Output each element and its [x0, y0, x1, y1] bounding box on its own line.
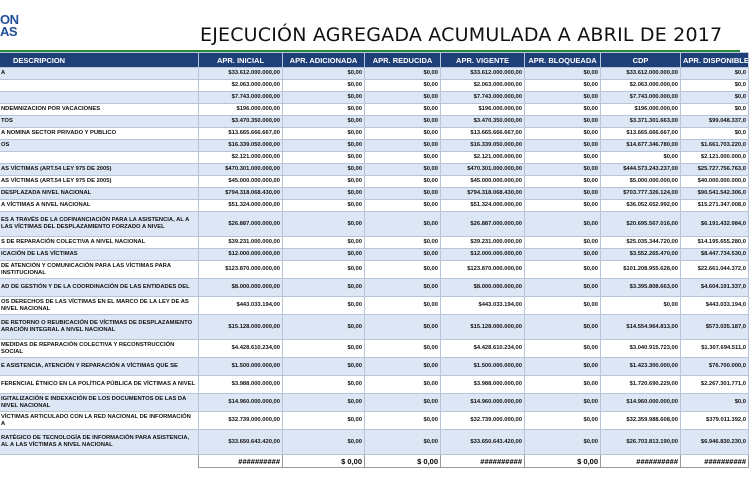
cell-apr-inicial: $14.960.000.000,00: [199, 394, 283, 412]
cell-descripcion: [0, 92, 199, 104]
cell-apr-inicial: $3.988.000.000,00: [199, 376, 283, 394]
cell-apr-vigente: $794.318.068.430,00: [441, 188, 525, 200]
header-cdp: CDP: [601, 53, 681, 68]
cell-apr-adicionada: $0,00: [283, 164, 365, 176]
cell-cdp: $1.423.300.000,00: [601, 358, 681, 376]
cell-descripcion: [0, 80, 199, 92]
cell-apr-disponible: $1.661.703.220,0: [681, 140, 749, 152]
logo-line-1: ON: [0, 12, 19, 27]
cell-descripcion: A VÍCTIMAS A NIVEL NACIONAL: [0, 200, 199, 212]
cell-descripcion: [0, 152, 199, 164]
cell-apr-inicial: $45.000.000.000,00: [199, 176, 283, 188]
cell-descripcion: AS VÍCTIMAS (ART.54 LEY 975 DE 2005): [0, 176, 199, 188]
cell-descripcion: MEDIDAS DE REPARACIÓN COLECTIVA Y RECONSTRUCCIÓN SOCIAL: [0, 340, 199, 358]
cell-apr-reducida: $0,00: [365, 249, 441, 261]
cell-apr-bloqueada: $0,00: [525, 104, 601, 116]
cell-apr-bloqueada: $0,00: [525, 315, 601, 340]
table-row: [0, 92, 749, 104]
cell-apr-vigente: $26.887.000.000,00: [441, 212, 525, 237]
table-row: [0, 394, 749, 412]
cell-apr-adicionada: $0,00: [283, 376, 365, 394]
cell-cdp: $33.612.000.000,00: [601, 68, 681, 80]
cell-apr-adicionada: $0,00: [283, 279, 365, 297]
cell-apr-reducida: $0,00: [365, 152, 441, 164]
cell-apr-bloqueada: $0,00: [525, 249, 601, 261]
table-row: [0, 68, 749, 80]
page-title: EJECUCIÓN AGREGADA ACUMULADA A ABRIL DE 2017: [200, 24, 723, 46]
table-header-row: [0, 53, 749, 68]
logo-line-2: AS: [0, 24, 18, 39]
cell-apr-adicionada: $0,00: [283, 188, 365, 200]
cell-apr-inicial: $7.743.000.000,00: [199, 92, 283, 104]
totals-row: [0, 455, 749, 468]
cell-cdp: $20.695.567.016,00: [601, 212, 681, 237]
cell-apr-disponible: $443.033.194,0: [681, 297, 749, 315]
total-apr-inicial: ##########: [199, 455, 283, 468]
cell-apr-reducida: $0,00: [365, 430, 441, 455]
cell-apr-inicial: $2.121.000.000,00: [199, 152, 283, 164]
cell-apr-inicial: $26.887.000.000,00: [199, 212, 283, 237]
total-apr-adicionada: $ 0,00: [283, 455, 365, 468]
cell-descripcion: DESPLAZADA NIVEL NACIONAL: [0, 188, 199, 200]
cell-descripcion: NDEMNIZACION POR VACACIONES: [0, 104, 199, 116]
cell-apr-bloqueada: $0,00: [525, 340, 601, 358]
cell-cdp: $3.371.301.663,00: [601, 116, 681, 128]
cell-apr-inicial: $51.324.000.000,00: [199, 200, 283, 212]
cell-cdp: $14.554.964.813,00: [601, 315, 681, 340]
cell-apr-vigente: $1.500.000.000,00: [441, 358, 525, 376]
cell-apr-disponible: $4.604.191.337,0: [681, 279, 749, 297]
table-row: [0, 188, 749, 200]
cell-apr-reducida: $0,00: [365, 188, 441, 200]
cell-apr-vigente: $2.121.000.000,00: [441, 152, 525, 164]
cell-apr-adicionada: $0,00: [283, 116, 365, 128]
cell-apr-bloqueada: $0,00: [525, 412, 601, 430]
cell-apr-reducida: $0,00: [365, 140, 441, 152]
cell-apr-disponible: $379.011.392,0: [681, 412, 749, 430]
cell-cdp: $32.359.988.608,00: [601, 412, 681, 430]
cell-descripcion: DE ATENCIÓN Y COMUNICACIÓN PARA LAS VÍCTIMAS PARA INSTITUCIONAL: [0, 261, 199, 279]
cell-apr-disponible: $6.946.830.230,0: [681, 430, 749, 455]
cell-apr-adicionada: $0,00: [283, 212, 365, 237]
cell-cdp: $25.035.344.720,00: [601, 237, 681, 249]
cell-apr-inicial: $15.128.000.000,00: [199, 315, 283, 340]
header-apr-adicionada: APR. ADICIONADA: [283, 53, 365, 68]
cell-descripcion: RATÉGICO DE TECNOLOGÍA DE INFORMACIÓN PARA ASISTENCIA, AL A LAS VÍCTIMAS A NIVEL NACIONAL: [0, 430, 199, 455]
cell-apr-adicionada: $0,00: [283, 92, 365, 104]
cell-cdp: $3.040.915.723,00: [601, 340, 681, 358]
cell-apr-disponible: $22.661.044.372,0: [681, 261, 749, 279]
cell-descripcion: DE RETORNO O REUBICACIÓN DE VÍCTIMAS DE DESPLAZAMIENTO ARACIÓN INTEGRAL A NIVEL NACIONAL: [0, 315, 199, 340]
cell-apr-inicial: $196.000.000,00: [199, 104, 283, 116]
cell-apr-adicionada: $0,00: [283, 80, 365, 92]
cell-descripcion: OS: [0, 140, 199, 152]
table-row: [0, 376, 749, 394]
cell-apr-reducida: $0,00: [365, 200, 441, 212]
cell-descripcion: TOS: [0, 116, 199, 128]
cell-apr-bloqueada: $0,00: [525, 152, 601, 164]
cell-apr-reducida: $0,00: [365, 412, 441, 430]
cell-descripcion: VÍCTIMAS ARTICULADO CON LA RED NACIONAL DE INFORMACIÓN A: [0, 412, 199, 430]
header-apr-bloqueada: APR. BLOQUEADA: [525, 53, 601, 68]
cell-apr-inicial: $39.231.000.000,00: [199, 237, 283, 249]
cell-cdp: $444.573.243.237,00: [601, 164, 681, 176]
cell-apr-inicial: $13.665.666.667,00: [199, 128, 283, 140]
cell-apr-bloqueada: $0,00: [525, 92, 601, 104]
cell-apr-vigente: $3.470.350.000,00: [441, 116, 525, 128]
table-row: [0, 80, 749, 92]
cell-cdp: $196.000.000,00: [601, 104, 681, 116]
cell-apr-inicial: $32.739.000.000,00: [199, 412, 283, 430]
cell-apr-vigente: $39.231.000.000,00: [441, 237, 525, 249]
cell-apr-reducida: $0,00: [365, 315, 441, 340]
cell-apr-disponible: $0,0: [681, 104, 749, 116]
cell-apr-disponible: $573.035.187,0: [681, 315, 749, 340]
cell-apr-bloqueada: $0,00: [525, 376, 601, 394]
header-apr-reducida: APR. REDUCIDA: [365, 53, 441, 68]
header-descripcion: DESCRIPCION: [0, 53, 199, 68]
cell-apr-disponible: $8.447.734.530,0: [681, 249, 749, 261]
cell-descripcion: ES A TRAVÉS DE LA COFINANCIACIÓN PARA LA ASISTENCIA, AL A LAS VÍCTIMAS DEL DESPLAZAMIENTO FORZADO A NIVEL: [0, 212, 199, 237]
cell-apr-adicionada: $0,00: [283, 249, 365, 261]
table-row: [0, 116, 749, 128]
table-row: [0, 237, 749, 249]
cell-apr-reducida: $0,00: [365, 164, 441, 176]
cell-apr-adicionada: $0,00: [283, 340, 365, 358]
cell-apr-adicionada: $0,00: [283, 394, 365, 412]
cell-apr-vigente: $470.301.000.000,00: [441, 164, 525, 176]
cell-apr-inicial: $12.000.000.000,00: [199, 249, 283, 261]
cell-apr-vigente: $123.870.000.000,00: [441, 261, 525, 279]
cell-cdp: $0,00: [601, 297, 681, 315]
cell-cdp: $3.552.265.470,00: [601, 249, 681, 261]
logo: [0, 14, 26, 38]
cell-apr-adicionada: $0,00: [283, 315, 365, 340]
cell-descripcion: A: [0, 68, 199, 80]
table-row: [0, 176, 749, 188]
cell-apr-reducida: $0,00: [365, 212, 441, 237]
cell-apr-disponible: $0,0: [681, 128, 749, 140]
cell-apr-vigente: $32.739.000.000,00: [441, 412, 525, 430]
cell-apr-disponible: $14.195.655.280,0: [681, 237, 749, 249]
cell-apr-adicionada: $0,00: [283, 176, 365, 188]
cell-descripcion: AS VÍCTIMAS (ART.54 LEY 975 DE 2005): [0, 164, 199, 176]
cell-apr-vigente: $4.428.610.234,00: [441, 340, 525, 358]
cell-apr-inicial: $2.063.000.000,00: [199, 80, 283, 92]
cell-apr-bloqueada: $0,00: [525, 430, 601, 455]
cell-apr-bloqueada: $0,00: [525, 394, 601, 412]
table-row: [0, 128, 749, 140]
table-row: [0, 412, 749, 430]
cell-apr-adicionada: $0,00: [283, 128, 365, 140]
cell-apr-disponible: $40.000.000.000,0: [681, 176, 749, 188]
cell-apr-vigente: $33.650.643.420,00: [441, 430, 525, 455]
cell-apr-vigente: $3.988.000.000,00: [441, 376, 525, 394]
table-row: [0, 249, 749, 261]
cell-apr-vigente: $8.000.000.000,00: [441, 279, 525, 297]
cell-cdp: $1.720.690.229,00: [601, 376, 681, 394]
cell-apr-disponible: $2.267.301.771,0: [681, 376, 749, 394]
cell-apr-inicial: $33.612.000.000,00: [199, 68, 283, 80]
cell-apr-adicionada: $0,00: [283, 297, 365, 315]
cell-cdp: $5.000.000.000,00: [601, 176, 681, 188]
cell-apr-inicial: $4.428.610.234,00: [199, 340, 283, 358]
cell-apr-reducida: $0,00: [365, 80, 441, 92]
cell-cdp: $0,00: [601, 152, 681, 164]
cell-apr-reducida: $0,00: [365, 358, 441, 376]
cell-apr-adicionada: $0,00: [283, 68, 365, 80]
budget-table: [0, 52, 749, 468]
cell-apr-bloqueada: $0,00: [525, 68, 601, 80]
cell-apr-disponible: $76.700.000,0: [681, 358, 749, 376]
cell-apr-disponible: $25.727.756.763,0: [681, 164, 749, 176]
cell-apr-vigente: $51.324.000.000,00: [441, 200, 525, 212]
cell-apr-inicial: $3.470.350.000,00: [199, 116, 283, 128]
cell-apr-disponible: $0,0: [681, 68, 749, 80]
cell-apr-vigente: $33.612.000.000,00: [441, 68, 525, 80]
table-row: [0, 261, 749, 279]
cell-apr-vigente: $196.000.000,00: [441, 104, 525, 116]
cell-apr-disponible: $15.271.347.008,0: [681, 200, 749, 212]
cell-apr-inicial: $123.870.000.000,00: [199, 261, 283, 279]
cell-apr-reducida: $0,00: [365, 176, 441, 188]
cell-descripcion: E ASISTENCIA, ATENCIÓN Y REPARACIÓN A VÍCTIMAS QUE SE: [0, 358, 199, 376]
cell-apr-reducida: $0,00: [365, 92, 441, 104]
cell-apr-inicial: $1.500.000.000,00: [199, 358, 283, 376]
table-row: [0, 164, 749, 176]
cell-descripcion: S DE REPARACIÓN COLECTIVA A NIVEL NACIONAL: [0, 237, 199, 249]
cell-apr-vigente: $13.665.666.667,00: [441, 128, 525, 140]
cell-descripcion: AD DE GESTIÓN Y DE LA COORDINACIÓN DE LAS ENTIDADES DEL: [0, 279, 199, 297]
cell-apr-adicionada: $0,00: [283, 261, 365, 279]
cell-apr-adicionada: $0,00: [283, 237, 365, 249]
cell-apr-bloqueada: $0,00: [525, 279, 601, 297]
cell-apr-disponible: $1.307.694.511,0: [681, 340, 749, 358]
table-row: [0, 315, 749, 340]
cell-apr-disponible: $99.048.337,0: [681, 116, 749, 128]
table-row: [0, 297, 749, 315]
cell-apr-disponible: $2.121.000.000,0: [681, 152, 749, 164]
cell-cdp: $101.208.955.628,00: [601, 261, 681, 279]
cell-apr-vigente: $2.063.000.000,00: [441, 80, 525, 92]
cell-apr-reducida: $0,00: [365, 376, 441, 394]
cell-apr-inicial: $443.033.194,00: [199, 297, 283, 315]
cell-apr-bloqueada: $0,00: [525, 212, 601, 237]
table-row: [0, 200, 749, 212]
total-apr-reducida: $ 0,00: [365, 455, 441, 468]
cell-apr-adicionada: $0,00: [283, 104, 365, 116]
cell-cdp: $703.777.326.124,00: [601, 188, 681, 200]
cell-apr-disponible: $0,0: [681, 80, 749, 92]
cell-cdp: $13.665.666.667,00: [601, 128, 681, 140]
cell-cdp: $14.960.000.000,00: [601, 394, 681, 412]
cell-apr-vigente: $12.000.000.000,00: [441, 249, 525, 261]
table-row: [0, 279, 749, 297]
cell-cdp: $2.063.000.000,00: [601, 80, 681, 92]
cell-apr-vigente: $7.743.000.000,00: [441, 92, 525, 104]
table-row: [0, 358, 749, 376]
cell-apr-inicial: $794.318.068.430,00: [199, 188, 283, 200]
cell-apr-bloqueada: $0,00: [525, 80, 601, 92]
cell-cdp: $7.743.000.000,00: [601, 92, 681, 104]
total-apr-disponible: ##########: [681, 455, 749, 468]
cell-apr-vigente: $45.000.000.000,00: [441, 176, 525, 188]
cell-descripcion: FERENCIAL ÉTNICO EN LA POLÍTICA PÚBLICA DE VÍCTIMAS A NIVEL: [0, 376, 199, 394]
cell-apr-vigente: $443.033.194,00: [441, 297, 525, 315]
cell-apr-bloqueada: $0,00: [525, 128, 601, 140]
cell-apr-disponible: $0,0: [681, 92, 749, 104]
header-apr-vigente: APR. VIGENTE: [441, 53, 525, 68]
cell-apr-reducida: $0,00: [365, 116, 441, 128]
total-cdp: ##########: [601, 455, 681, 468]
cell-apr-vigente: $15.128.000.000,00: [441, 315, 525, 340]
cell-apr-bloqueada: $0,00: [525, 116, 601, 128]
table-row: [0, 140, 749, 152]
total-apr-bloqueada: $ 0,00: [525, 455, 601, 468]
cell-apr-reducida: $0,00: [365, 68, 441, 80]
cell-apr-bloqueada: $0,00: [525, 140, 601, 152]
cell-descripcion: A NOMINA SECTOR PRIVADO Y PUBLICO: [0, 128, 199, 140]
cell-apr-bloqueada: $0,00: [525, 200, 601, 212]
cell-apr-reducida: $0,00: [365, 279, 441, 297]
cell-cdp: $3.395.808.663,00: [601, 279, 681, 297]
cell-apr-adicionada: $0,00: [283, 200, 365, 212]
cell-cdp: $14.677.346.780,00: [601, 140, 681, 152]
cell-apr-reducida: $0,00: [365, 237, 441, 249]
cell-apr-reducida: $0,00: [365, 297, 441, 315]
cell-apr-bloqueada: $0,00: [525, 261, 601, 279]
cell-apr-inicial: $470.301.000.000,00: [199, 164, 283, 176]
cell-apr-reducida: $0,00: [365, 128, 441, 140]
cell-descripcion: OS DERECHOS DE LAS VÍCTIMAS EN EL MARCO DE LA LEY DE AS NIVEL NACIONAL: [0, 297, 199, 315]
table-row: [0, 152, 749, 164]
cell-apr-bloqueada: $0,00: [525, 358, 601, 376]
header-apr-disponible: APR. DISPONIBLE: [681, 53, 749, 68]
cell-apr-vigente: $16.339.050.000,00: [441, 140, 525, 152]
cell-apr-adicionada: $0,00: [283, 412, 365, 430]
table-row: [0, 104, 749, 116]
table-row: [0, 340, 749, 358]
cell-apr-inicial: $16.339.050.000,00: [199, 140, 283, 152]
cell-apr-disponible: $90.541.542.306,0: [681, 188, 749, 200]
cell-apr-disponible: $6.191.432.984,0: [681, 212, 749, 237]
cell-apr-bloqueada: $0,00: [525, 237, 601, 249]
header-apr-inicial: APR. INICIAL: [199, 53, 283, 68]
cell-cdp: $36.052.652.992,00: [601, 200, 681, 212]
cell-apr-reducida: $0,00: [365, 261, 441, 279]
cell-apr-adicionada: $0,00: [283, 152, 365, 164]
cell-apr-bloqueada: $0,00: [525, 297, 601, 315]
cell-apr-bloqueada: $0,00: [525, 188, 601, 200]
cell-apr-inicial: $8.000.000.000,00: [199, 279, 283, 297]
cell-apr-vigente: $14.960.000.000,00: [441, 394, 525, 412]
table-row: [0, 212, 749, 237]
cell-apr-adicionada: $0,00: [283, 140, 365, 152]
cell-apr-adicionada: $0,00: [283, 430, 365, 455]
cell-apr-reducida: $0,00: [365, 340, 441, 358]
cell-apr-bloqueada: $0,00: [525, 164, 601, 176]
cell-apr-reducida: $0,00: [365, 394, 441, 412]
cell-descripcion: IGITALIZACIÓN E INDEXACIÓN DE LOS DOCUMENTOS DE LAS DA NIVEL NACIONAL: [0, 394, 199, 412]
cell-cdp: $26.703.813.190,00: [601, 430, 681, 455]
cell-apr-reducida: $0,00: [365, 104, 441, 116]
cell-apr-bloqueada: $0,00: [525, 176, 601, 188]
total-apr-vigente: ##########: [441, 455, 525, 468]
cell-apr-inicial: $33.650.643.420,00: [199, 430, 283, 455]
cell-apr-disponible: $0,0: [681, 394, 749, 412]
totals-label-cell: [0, 455, 199, 468]
table-row: [0, 430, 749, 455]
cell-apr-adicionada: $0,00: [283, 358, 365, 376]
cell-descripcion: ICACIÓN DE LAS VÍCTIMAS: [0, 249, 199, 261]
